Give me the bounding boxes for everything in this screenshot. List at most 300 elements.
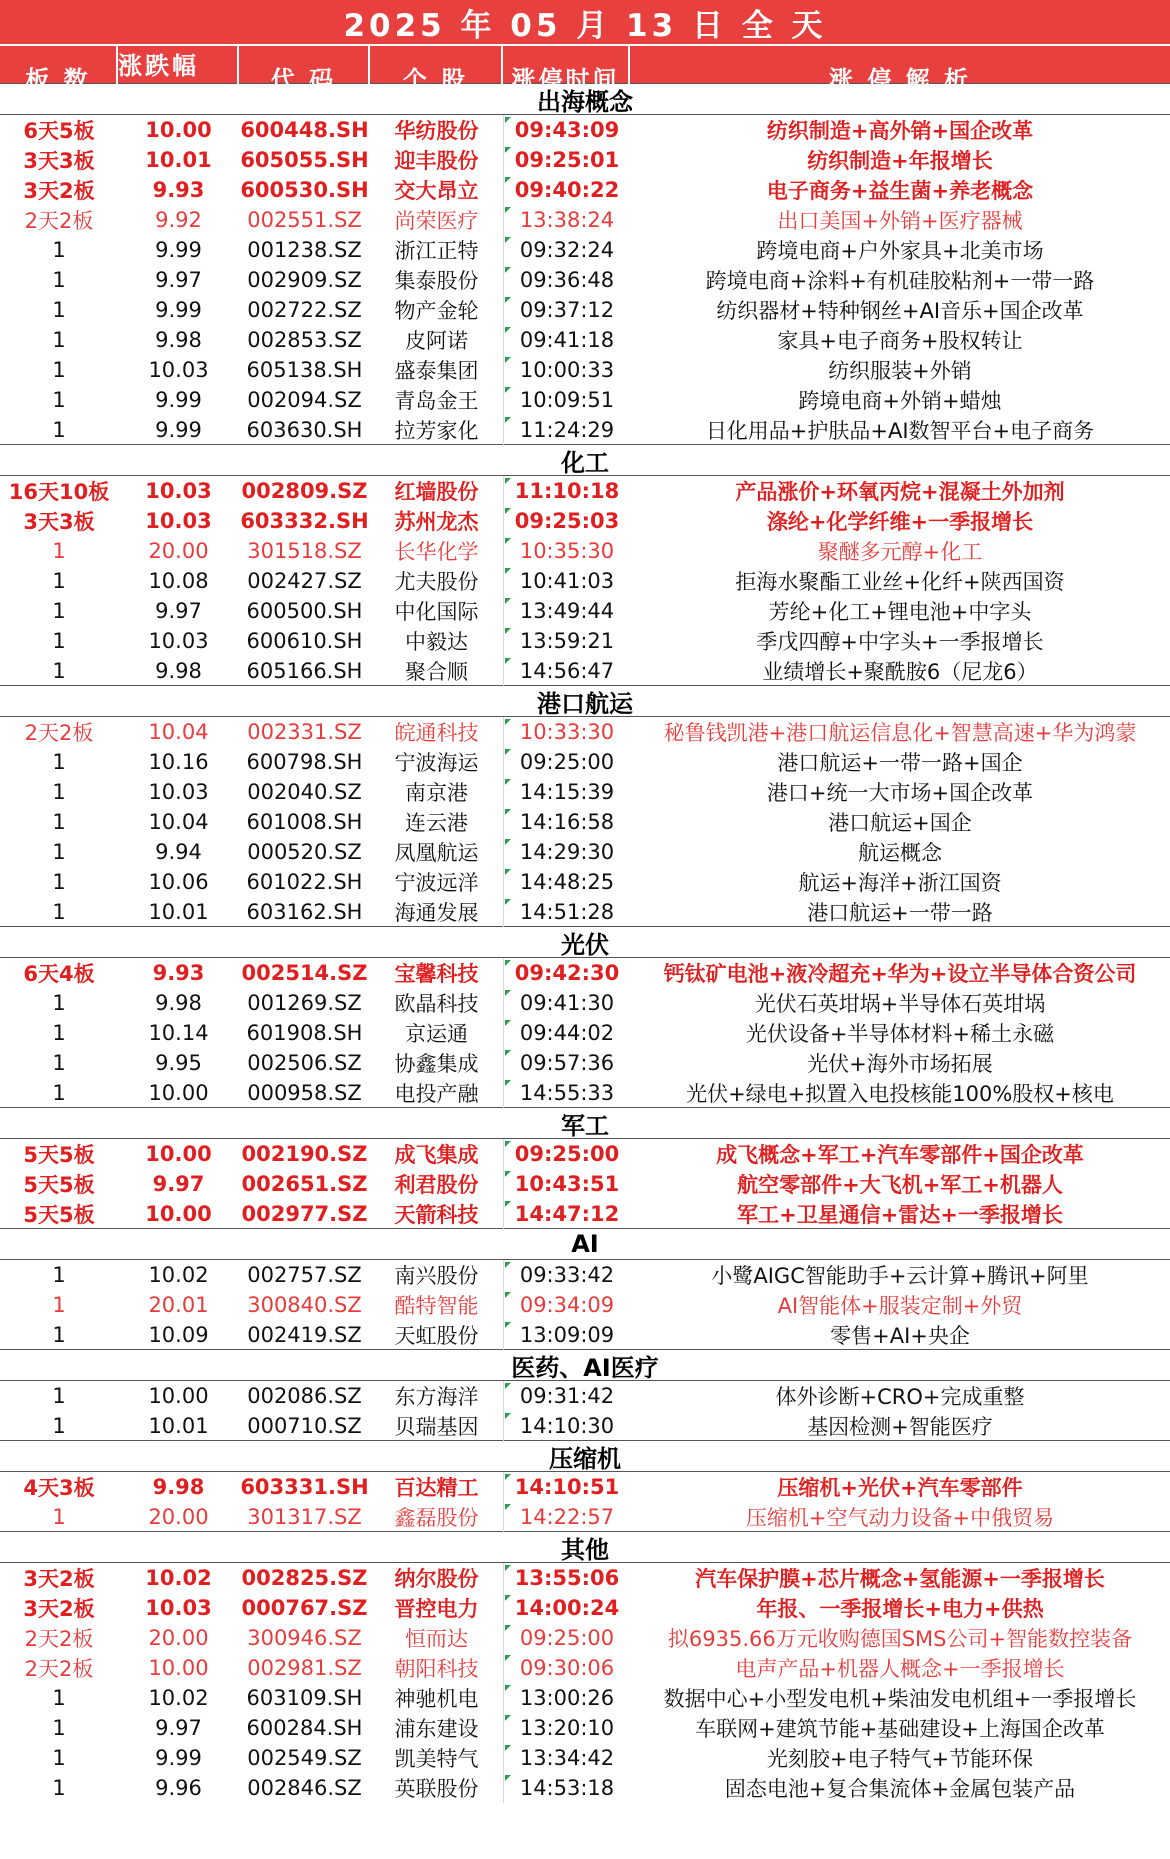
stock-cell: 欧晶科技 [394,992,479,1016]
stock-cell: 交大昂立 [394,179,479,203]
time-cell: 09:31:42 [503,1381,630,1411]
table-row[interactable] [0,295,1170,325]
table-row[interactable] [0,1018,1170,1048]
code-cell: 603109.SH [246,1686,363,1710]
time-cell: 13:38:24 [503,205,630,235]
pct-cell: 10.01 [145,148,212,172]
table-row[interactable] [0,1048,1170,1078]
table-row[interactable] [0,1139,1170,1169]
pct-cell: 9.97 [152,1172,205,1196]
reason-cell: 光伏+绿电+拟置入电投核能100%股权+核电 [686,1082,1114,1106]
reason-cell: 固态电池+复合集流体+金属包装产品 [724,1777,1076,1801]
code-cell: 603331.SH [240,1475,369,1499]
pct-cell: 10.04 [148,810,209,834]
time-cell: 14:29:30 [503,837,630,867]
reason-cell: 数据中心+小型发电机+柴油发电机组+一季报增长 [663,1687,1137,1711]
table-row[interactable] [0,1683,1170,1713]
table-row[interactable] [0,807,1170,837]
reason-cell: 光伏石英坩埚+半导体石英坩埚 [754,992,1046,1016]
table-row[interactable] [0,988,1170,1018]
reason-cell: 光刻胶+电子特气+节能环保 [766,1747,1034,1771]
table-row[interactable] [0,355,1170,385]
pct-cell: 9.97 [155,599,202,623]
code-cell: 601022.SH [246,870,363,894]
time-cell: 09:36:48 [503,265,630,295]
code-cell: 603162.SH [246,900,363,924]
pct-cell: 20.00 [148,1626,209,1650]
streak-cell: 6天5板 [23,119,95,143]
pct-cell: 9.98 [155,659,202,683]
reason-cell: 体外诊断+CRO+完成重整 [775,1385,1025,1409]
table-row[interactable] [0,536,1170,566]
pct-cell: 10.04 [148,720,209,744]
time-cell: 14:00:24 [503,1593,630,1623]
stock-cell: 物产金轮 [394,299,479,323]
section-header: 其他 [0,1531,1170,1563]
pct-cell: 9.97 [155,268,202,292]
streak-cell: 3天2板 [23,1567,95,1591]
code-cell: 002086.SZ [247,1384,362,1408]
time-cell: 14:47:12 [503,1199,630,1229]
table-row[interactable] [0,1199,1170,1229]
table-row[interactable] [0,1290,1170,1320]
table-row[interactable] [0,1411,1170,1441]
reason-cell: 钙钛矿电池+液冷超充+华为+设立半导体合资公司 [663,962,1137,986]
header-reason: 涨 停 解 析 [828,66,972,94]
time-cell: 09:32:24 [503,235,630,265]
table-row[interactable] [0,1713,1170,1743]
table-row[interactable] [0,1169,1170,1199]
stock-cell: 天虹股份 [394,1324,479,1348]
sheet-title: 2025 年 05 月 13 日 全 天 [0,0,1170,46]
code-cell: 002549.SZ [247,1746,362,1770]
stock-cell: 京运通 [405,1022,468,1046]
reason-cell: 纺织制造+年报增长 [807,149,993,173]
code-cell: 600530.SH [240,178,369,202]
reason-cell: 电声产品+机器人概念+一季报增长 [735,1657,1065,1681]
reason-cell: 基因检测+智能医疗 [807,1415,993,1439]
code-cell: 601908.SH [246,1021,363,1045]
time-cell: 13:34:42 [503,1743,630,1773]
stock-cell: 协鑫集成 [394,1052,479,1076]
stock-cell: 天箭科技 [394,1203,479,1227]
code-cell: 002190.SZ [241,1142,368,1166]
code-cell: 001269.SZ [247,991,362,1015]
table-row[interactable] [0,1773,1170,1803]
pct-cell: 9.99 [155,388,202,412]
pct-cell: 10.08 [148,569,209,593]
stock-cell: 神驰机电 [394,1687,479,1711]
table-row[interactable] [0,837,1170,867]
pct-cell: 10.00 [145,118,212,142]
header-streak: 板 数 [0,46,118,109]
reason-cell: 军工+卫星通信+雷达+一季报增长 [737,1203,1063,1227]
streak-cell: 16天10板 [8,480,110,504]
pct-cell: 9.97 [155,1716,202,1740]
pct-cell: 10.14 [148,1021,209,1045]
reason-cell: 纺织制造+高外销+国企改革 [766,119,1034,143]
code-cell: 002094.SZ [247,388,362,412]
stock-cell: 红墙股份 [394,480,479,504]
reason-cell: 跨境电商+户外家具+北美市场 [756,239,1044,263]
streak-cell: 1 [52,1051,66,1075]
table-row[interactable] [0,1563,1170,1593]
pct-cell: 10.09 [148,1323,209,1347]
code-cell: 000958.SZ [247,1081,362,1105]
pct-cell: 9.99 [155,418,202,442]
streak-cell: 1 [52,1323,66,1347]
pct-cell: 9.99 [155,1746,202,1770]
code-cell: 605138.SH [246,358,363,382]
table-row[interactable] [0,235,1170,265]
code-cell: 603332.SH [240,509,369,533]
time-cell: 09:41:30 [503,988,630,1018]
table-row[interactable] [0,1260,1170,1290]
stock-cell: 宝馨科技 [394,962,479,986]
pct-cell: 10.00 [148,1656,209,1680]
streak-cell: 1 [52,1263,66,1287]
code-cell: 002977.SZ [241,1202,368,1226]
reason-cell: 秘鲁钱凯港+港口航运信息化+智慧高速+华为鸿蒙 [663,721,1137,745]
time-cell: 14:22:57 [503,1502,630,1532]
code-cell: 300840.SZ [247,1293,362,1317]
table-row[interactable] [0,115,1170,145]
reason-cell: 港口航运+一带一路+国企 [777,751,1023,775]
reason-cell: 汽车保护膜+芯片概念+氢能源+一季报增长 [695,1567,1105,1591]
pct-cell: 9.98 [152,1475,205,1499]
stock-cell: 利君股份 [394,1173,479,1197]
time-cell: 14:53:18 [503,1773,630,1803]
code-cell: 600284.SH [246,1716,363,1740]
pct-cell: 20.00 [148,539,209,563]
streak-cell: 1 [52,358,66,382]
table-row[interactable] [0,626,1170,656]
reason-cell: 年报、一季报增长+电力+供热 [756,1597,1044,1621]
time-cell: 10:00:33 [503,355,630,385]
time-cell: 09:33:42 [503,1260,630,1290]
reason-cell: 小鹭AIGC智能助手+云计算+腾讯+阿里 [711,1264,1089,1288]
time-cell: 09:30:06 [503,1653,630,1683]
table-row[interactable] [0,1320,1170,1350]
code-cell: 600610.SH [246,629,363,653]
reason-cell: 港口航运+国企 [828,811,972,835]
streak-cell: 1 [52,1293,66,1317]
table-row[interactable] [0,958,1170,988]
reason-cell: 拟6935.66万元收购德国SMS公司+智能数控装备 [667,1627,1133,1651]
table-row[interactable] [0,415,1170,445]
pct-cell: 9.92 [155,208,202,232]
streak-cell: 1 [52,1384,66,1408]
pct-cell: 10.16 [148,750,209,774]
streak-cell: 1 [52,1021,66,1045]
time-cell: 14:10:30 [503,1411,630,1441]
code-cell: 002846.SZ [247,1776,362,1800]
table-row[interactable] [0,1472,1170,1502]
reason-cell: 跨境电商+外销+蜡烛 [798,389,1002,413]
reason-cell: 出口美国+外销+医疗器械 [777,209,1023,233]
streak-cell: 3天3板 [23,510,95,534]
stock-cell: 纳尔股份 [394,1567,479,1591]
time-cell: 13:20:10 [503,1713,630,1743]
section-header: 港口航运 [0,685,1170,717]
streak-cell: 5天5板 [23,1143,95,1167]
code-cell: 002506.SZ [247,1051,362,1075]
stock-cell: 朝阳科技 [394,1657,479,1681]
reason-cell: 车联网+建筑节能+基础建设+上海国企改革 [695,1717,1105,1741]
time-cell: 11:24:29 [503,415,630,445]
time-cell: 13:49:44 [503,596,630,626]
code-cell: 002825.SZ [241,1566,368,1590]
reason-cell: 压缩机+空气动力设备+中俄贸易 [745,1506,1055,1530]
time-cell: 09:25:00 [503,747,630,777]
stock-cell: 鑫磊股份 [394,1506,479,1530]
streak-cell: 1 [52,569,66,593]
stock-cell: 浙江正特 [394,239,479,263]
code-cell: 600798.SH [246,750,363,774]
code-cell: 002040.SZ [247,780,362,804]
stock-cell: 盛泰集团 [394,359,479,383]
reason-cell: 光伏设备+半导体材料+稀土永磁 [745,1022,1055,1046]
streak-cell: 1 [52,840,66,864]
stock-cell: 中化国际 [394,600,479,624]
reason-cell: 港口+统一大市场+国企改革 [766,781,1034,805]
reason-cell: 产品涨价+环氧丙烷+混凝土外加剂 [735,480,1065,504]
code-cell: 601008.SH [246,810,363,834]
table-row[interactable] [0,1593,1170,1623]
table-row[interactable] [0,897,1170,927]
stock-cell: 电投产融 [394,1082,479,1106]
reason-cell: 家具+电子商务+股权转让 [777,329,1023,353]
code-cell: 002909.SZ [247,268,362,292]
code-cell: 002651.SZ [241,1172,368,1196]
time-cell: 09:25:01 [503,145,630,175]
stock-cell: 华纺股份 [394,119,479,143]
time-cell: 14:10:51 [503,1472,630,1502]
time-cell: 10:33:30 [503,717,630,747]
pct-cell: 10.03 [145,479,212,503]
code-cell: 605166.SH [246,659,363,683]
pct-cell: 10.01 [148,1414,209,1438]
reason-cell: 港口航运+一带一路 [807,901,993,925]
table-row[interactable] [0,717,1170,747]
code-cell: 600500.SH [246,599,363,623]
code-cell: 002551.SZ [247,208,362,232]
pct-cell: 9.95 [155,1051,202,1075]
table-row[interactable] [0,265,1170,295]
table-row[interactable] [0,476,1170,506]
section-header: AI [0,1228,1170,1260]
stock-cell: 宁波海运 [394,751,479,775]
section-header: 医药、AI医疗 [0,1349,1170,1381]
stock-cell: 尤夫股份 [394,570,479,594]
stock-cell: 东方海洋 [394,1385,479,1409]
time-cell: 14:55:33 [503,1078,630,1108]
time-cell: 10:35:30 [503,536,630,566]
header-time: 涨停时间 [503,46,630,109]
stock-cell: 聚合顺 [405,660,468,684]
streak-cell: 3天2板 [23,179,95,203]
time-cell: 09:43:09 [503,115,630,145]
streak-cell: 1 [52,810,66,834]
code-cell: 002757.SZ [247,1263,362,1287]
streak-cell: 1 [52,388,66,412]
reason-cell: 压缩机+光伏+汽车零部件 [777,1476,1023,1500]
time-cell: 09:25:00 [503,1139,630,1169]
table-row[interactable] [0,325,1170,355]
code-cell: 002809.SZ [241,479,368,503]
reason-cell: 成飞概念+军工+汽车零部件+国企改革 [716,1143,1084,1167]
code-cell: 000520.SZ [247,840,362,864]
streak-cell: 1 [52,268,66,292]
code-cell: 002853.SZ [247,328,362,352]
code-cell: 600448.SH [240,118,369,142]
code-cell: 002427.SZ [247,569,362,593]
streak-cell: 3天2板 [23,1597,95,1621]
table-row[interactable] [0,175,1170,205]
table-row[interactable] [0,205,1170,235]
time-cell: 11:10:18 [503,476,630,506]
stock-cell: 拉芳家化 [394,419,479,443]
reason-cell: 季戊四醇+中字头+一季报增长 [756,630,1044,654]
streak-cell: 1 [52,599,66,623]
header-stock: 个 股 [370,46,503,109]
code-cell: 301518.SZ [247,539,362,563]
stock-cell: 百达精工 [394,1476,479,1500]
table-row[interactable] [0,1502,1170,1532]
code-cell: 002514.SZ [241,961,368,985]
table-row[interactable] [0,656,1170,686]
time-cell: 09:57:36 [503,1048,630,1078]
streak-cell: 1 [52,539,66,563]
table-row[interactable] [0,506,1170,536]
pct-cell: 10.06 [148,870,209,894]
time-cell: 09:25:03 [503,506,630,536]
streak-cell: 5天5板 [23,1173,95,1197]
pct-cell: 10.02 [145,1566,212,1590]
time-cell: 09:40:22 [503,175,630,205]
reason-cell: 航空零部件+大飞机+军工+机器人 [737,1173,1063,1197]
time-cell: 14:15:39 [503,777,630,807]
table-row[interactable] [0,385,1170,415]
code-cell: 000710.SZ [247,1414,362,1438]
time-cell: 09:44:02 [503,1018,630,1048]
streak-cell: 1 [52,629,66,653]
reason-cell: 航运概念 [858,841,942,865]
table-row[interactable] [0,867,1170,897]
reason-cell: 涤纶+化学纤维+一季报增长 [766,510,1034,534]
streak-cell: 1 [52,298,66,322]
reason-cell: 聚醚多元醇+化工 [817,540,983,564]
stock-cell: 凯美特气 [394,1747,479,1771]
pct-cell: 10.01 [148,900,209,924]
time-cell: 14:56:47 [503,656,630,686]
time-cell: 14:16:58 [503,807,630,837]
stock-cell: 皖通科技 [394,721,479,745]
table-row[interactable] [0,1653,1170,1683]
time-cell: 10:41:03 [503,566,630,596]
reason-cell: AI智能体+服装定制+外贸 [777,1294,1023,1318]
stock-cell: 成飞集成 [394,1143,479,1167]
time-cell: 13:09:09 [503,1320,630,1350]
streak-cell: 1 [52,1746,66,1770]
streak-cell: 3天3板 [23,149,95,173]
table-row[interactable] [0,1078,1170,1108]
streak-cell: 2天2板 [24,209,94,233]
pct-cell: 9.99 [155,238,202,262]
table-row[interactable] [0,1381,1170,1411]
reason-cell: 业绩增长+聚酰胺6（尼龙6） [762,660,1038,684]
time-cell: 09:25:00 [503,1623,630,1653]
time-cell: 14:51:28 [503,897,630,927]
reason-cell: 日化用品+护肤品+AI数智平台+电子商务 [705,419,1095,443]
time-cell: 13:59:21 [503,626,630,656]
pct-cell: 10.00 [145,1202,212,1226]
streak-cell: 1 [52,1686,66,1710]
time-cell: 09:34:09 [503,1290,630,1320]
reason-cell: 纺织器材+特种钢丝+AI音乐+国企改革 [716,299,1084,323]
streak-cell: 4天3板 [23,1476,95,1500]
pct-cell: 9.98 [155,991,202,1015]
stock-cell: 宁波远洋 [394,871,479,895]
pct-cell: 10.00 [148,1081,209,1105]
pct-cell: 10.03 [148,780,209,804]
reason-cell: 跨境电商+涂料+有机硅胶粘剂+一带一路 [705,269,1095,293]
table-row[interactable] [0,566,1170,596]
reason-cell: 航运+海洋+浙江国资 [798,871,1002,895]
pct-cell: 20.00 [148,1505,209,1529]
streak-cell: 2天2板 [24,1627,94,1651]
table-row[interactable] [0,1743,1170,1773]
pct-cell: 9.93 [152,178,205,202]
pct-cell: 9.94 [155,840,202,864]
table-row[interactable] [0,145,1170,175]
streak-cell: 1 [52,1505,66,1529]
pct-cell: 20.01 [148,1293,209,1317]
table-row[interactable] [0,596,1170,626]
streak-cell: 1 [52,659,66,683]
streak-cell: 1 [52,750,66,774]
pct-cell: 10.02 [148,1263,209,1287]
stock-cell: 皮阿诺 [405,329,468,353]
stock-cell: 晋控电力 [394,1597,479,1621]
streak-cell: 1 [52,418,66,442]
stock-cell: 凤凰航运 [394,841,479,865]
pct-cell: 9.93 [152,961,205,985]
section-header: 化工 [0,444,1170,476]
stock-cell: 青岛金王 [394,389,479,413]
stock-cell: 海通发展 [394,901,479,925]
time-cell: 10:09:51 [503,385,630,415]
stock-cell: 恒而达 [405,1627,468,1651]
pct-cell: 10.03 [148,629,209,653]
reason-cell: 光伏+海外市场拓展 [807,1052,993,1076]
reason-cell: 拒海水聚酯工业丝+化纤+陕西国资 [735,570,1065,594]
time-cell: 13:00:26 [503,1683,630,1713]
code-cell: 002722.SZ [247,298,362,322]
stock-cell: 中毅达 [405,630,468,654]
table-row[interactable] [0,747,1170,777]
streak-cell: 1 [52,238,66,262]
stock-cell: 贝瑞基因 [394,1415,479,1439]
streak-cell: 1 [52,991,66,1015]
table-row[interactable] [0,777,1170,807]
table-row[interactable] [0,1623,1170,1653]
pct-cell: 9.99 [155,298,202,322]
code-cell: 605055.SH [240,148,369,172]
pct-cell: 9.96 [155,1776,202,1800]
time-cell: 13:55:06 [503,1563,630,1593]
streak-cell: 2天2板 [24,1657,94,1681]
